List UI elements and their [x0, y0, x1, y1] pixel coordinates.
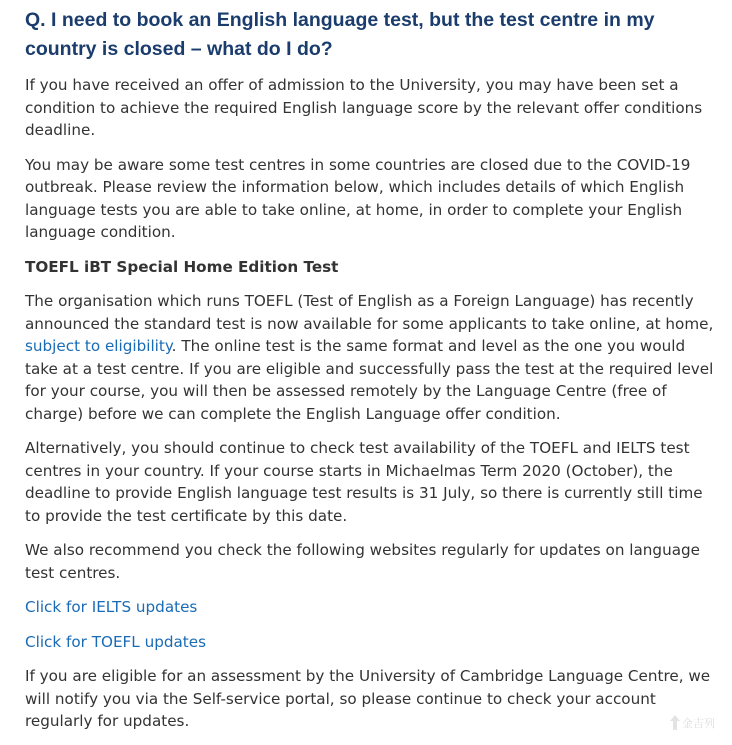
- paragraph-toefl-home-edition: [25, 290, 720, 425]
- paragraph-covid-closures: You may be aware some test centres in some countries are closed due to the COVID-19 outbreak. Please review the information below, which includes details of which English language tests you are able to take online, at home, in order to complete your English language condition.: [25, 155, 691, 241]
- paragraph-text: The organisation which runs TOEFL (Test of English as a Foreign Language) has recently announced the standard test is now available for some applicants to take online, at home,: [25, 292, 714, 333]
- paragraph-self-service: If you are eligible for an assessment by the University of Cambridge Language Centre, we will notify you via the Self-service portal, so please continue to check your account regularly for updates.: [25, 667, 711, 730]
- ielts-updates-row: [25, 596, 720, 619]
- section-heading-toefl-home: TOEFL iBT Special Home Edition Test: [25, 257, 339, 276]
- faq-answer: [25, 6, 720, 745]
- subject-to-eligibility-link[interactable]: subject to eligibility: [25, 337, 172, 355]
- watermark-logo-icon: [668, 714, 682, 732]
- question-title: Q. I need to book an English language test, but the test centre in my country is closed – what do I do?: [25, 9, 655, 60]
- watermark: [668, 713, 724, 733]
- watermark-text: 金吉列: [682, 717, 715, 730]
- paragraph-offer-condition: If you have received an offer of admission to the University, you may have been set a condition to achieve the required English language score by the relevant offer conditions deadline.: [25, 76, 703, 139]
- toefl-updates-row: [25, 631, 720, 654]
- paragraph-text: . The online test is the same format and level as the one you would take at a test centre. If you are eligible and successfully pass the test at the required level for your course, you will then be assessed remotely by the Language Centre (free of charge) before we can complete the English Language offer condition.: [25, 337, 714, 423]
- ielts-updates-link[interactable]: Click for IELTS updates: [25, 598, 198, 616]
- paragraph-test-availability: Alternatively, you should continue to check test availability of the TOEFL and IELTS test centres in your country. If your course starts in Michaelmas Term 2020 (October), the deadline to provide English language test results is 31 July, so there is currently still time to provide the test certificate by this date.: [25, 439, 703, 525]
- paragraph-check-websites: We also recommend you check the following websites regularly for updates on language test centres.: [25, 541, 700, 582]
- toefl-updates-link[interactable]: Click for TOEFL updates: [25, 632, 207, 651]
